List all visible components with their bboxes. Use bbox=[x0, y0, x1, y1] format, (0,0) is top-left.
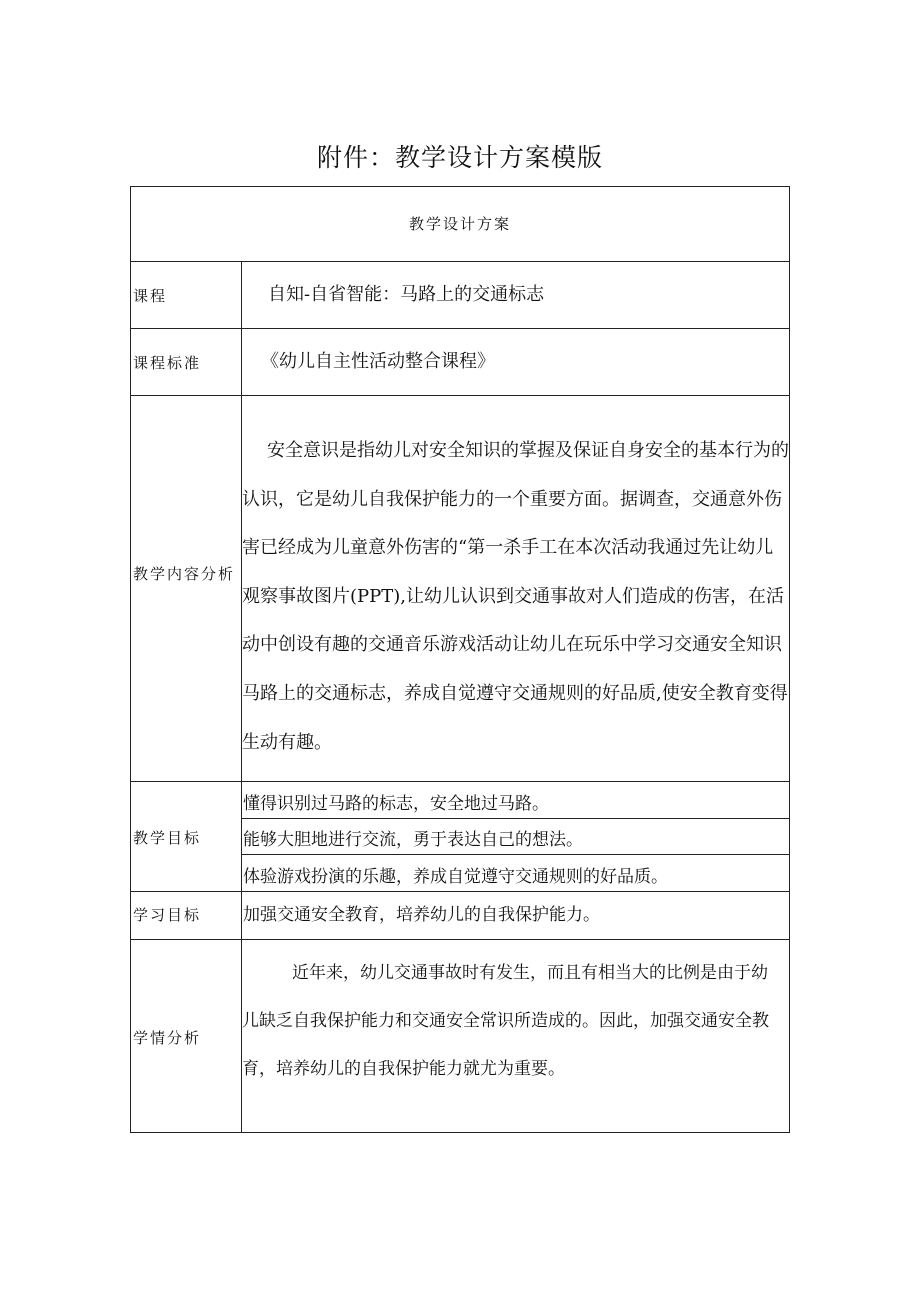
standard-value: 《幼儿自主性活动整合课程》 bbox=[261, 351, 495, 372]
document-title: 附件：教学设计方案模版 bbox=[316, 143, 603, 172]
teaching-goal-item: 懂得识别过马路的标志，安全地过马路。 bbox=[243, 794, 549, 814]
teaching-goals-label: 教学目标 bbox=[133, 829, 202, 847]
content-analysis-label: 教学内容分析 bbox=[133, 565, 236, 583]
course-value: 自知-自省智能：马路上的交通标志 bbox=[268, 284, 545, 305]
row-divider bbox=[131, 395, 789, 396]
row-divider bbox=[131, 261, 789, 262]
row-divider bbox=[131, 328, 789, 329]
lesson-plan-table bbox=[130, 186, 790, 1133]
learner-analysis-label: 学情分析 bbox=[133, 1029, 202, 1047]
learner-analysis-text: 近年来，幼儿交通事故时有发生，而且有相当大的比例是由于幼儿缺乏自我保护能力和交通安全常识所造成的。因此，加强交通安全教育，培养幼儿的自我保护能力就尤为重要。 bbox=[242, 963, 769, 1079]
content-analysis-text: 安全意识是指幼儿对安全知识的掌握及保证自身安全的基本行为的认识，它是幼儿自我保护能力的一个重要方面。据调查，交通意外伤害已经成为儿童意外伤害的“第一杀手工在本次活动我通过先让幼儿观察事故图片(PPT),让幼儿认识到交通事故对人们造成的伤害，在活动中创设有趣的交通音乐游戏活动让幼儿在玩乐中学习交通安全知识马路上的交通标志，养成自觉遵守交通规则的好品质,使安全教育变得生动有趣。 bbox=[242, 440, 789, 753]
teaching-goal-item: 能够大胆地进行交流，勇于表达自己的想法。 bbox=[243, 830, 583, 850]
learning-goals-label: 学习目标 bbox=[133, 906, 202, 924]
standard-label: 课程标准 bbox=[133, 354, 202, 372]
row-divider bbox=[131, 781, 789, 782]
teaching-goal-item: 体验游戏扮演的乐趣，养成自觉遵守交通规则的好品质。 bbox=[243, 867, 668, 887]
row-divider bbox=[131, 891, 789, 892]
goal-divider bbox=[241, 854, 789, 855]
course-label: 课程 bbox=[133, 287, 168, 305]
row-divider bbox=[131, 939, 789, 940]
table-header: 教学设计方案 bbox=[408, 215, 511, 233]
learning-goals-value: 加强交通安全教育，培养幼儿的自我保护能力。 bbox=[243, 905, 600, 925]
goal-divider bbox=[241, 818, 789, 819]
